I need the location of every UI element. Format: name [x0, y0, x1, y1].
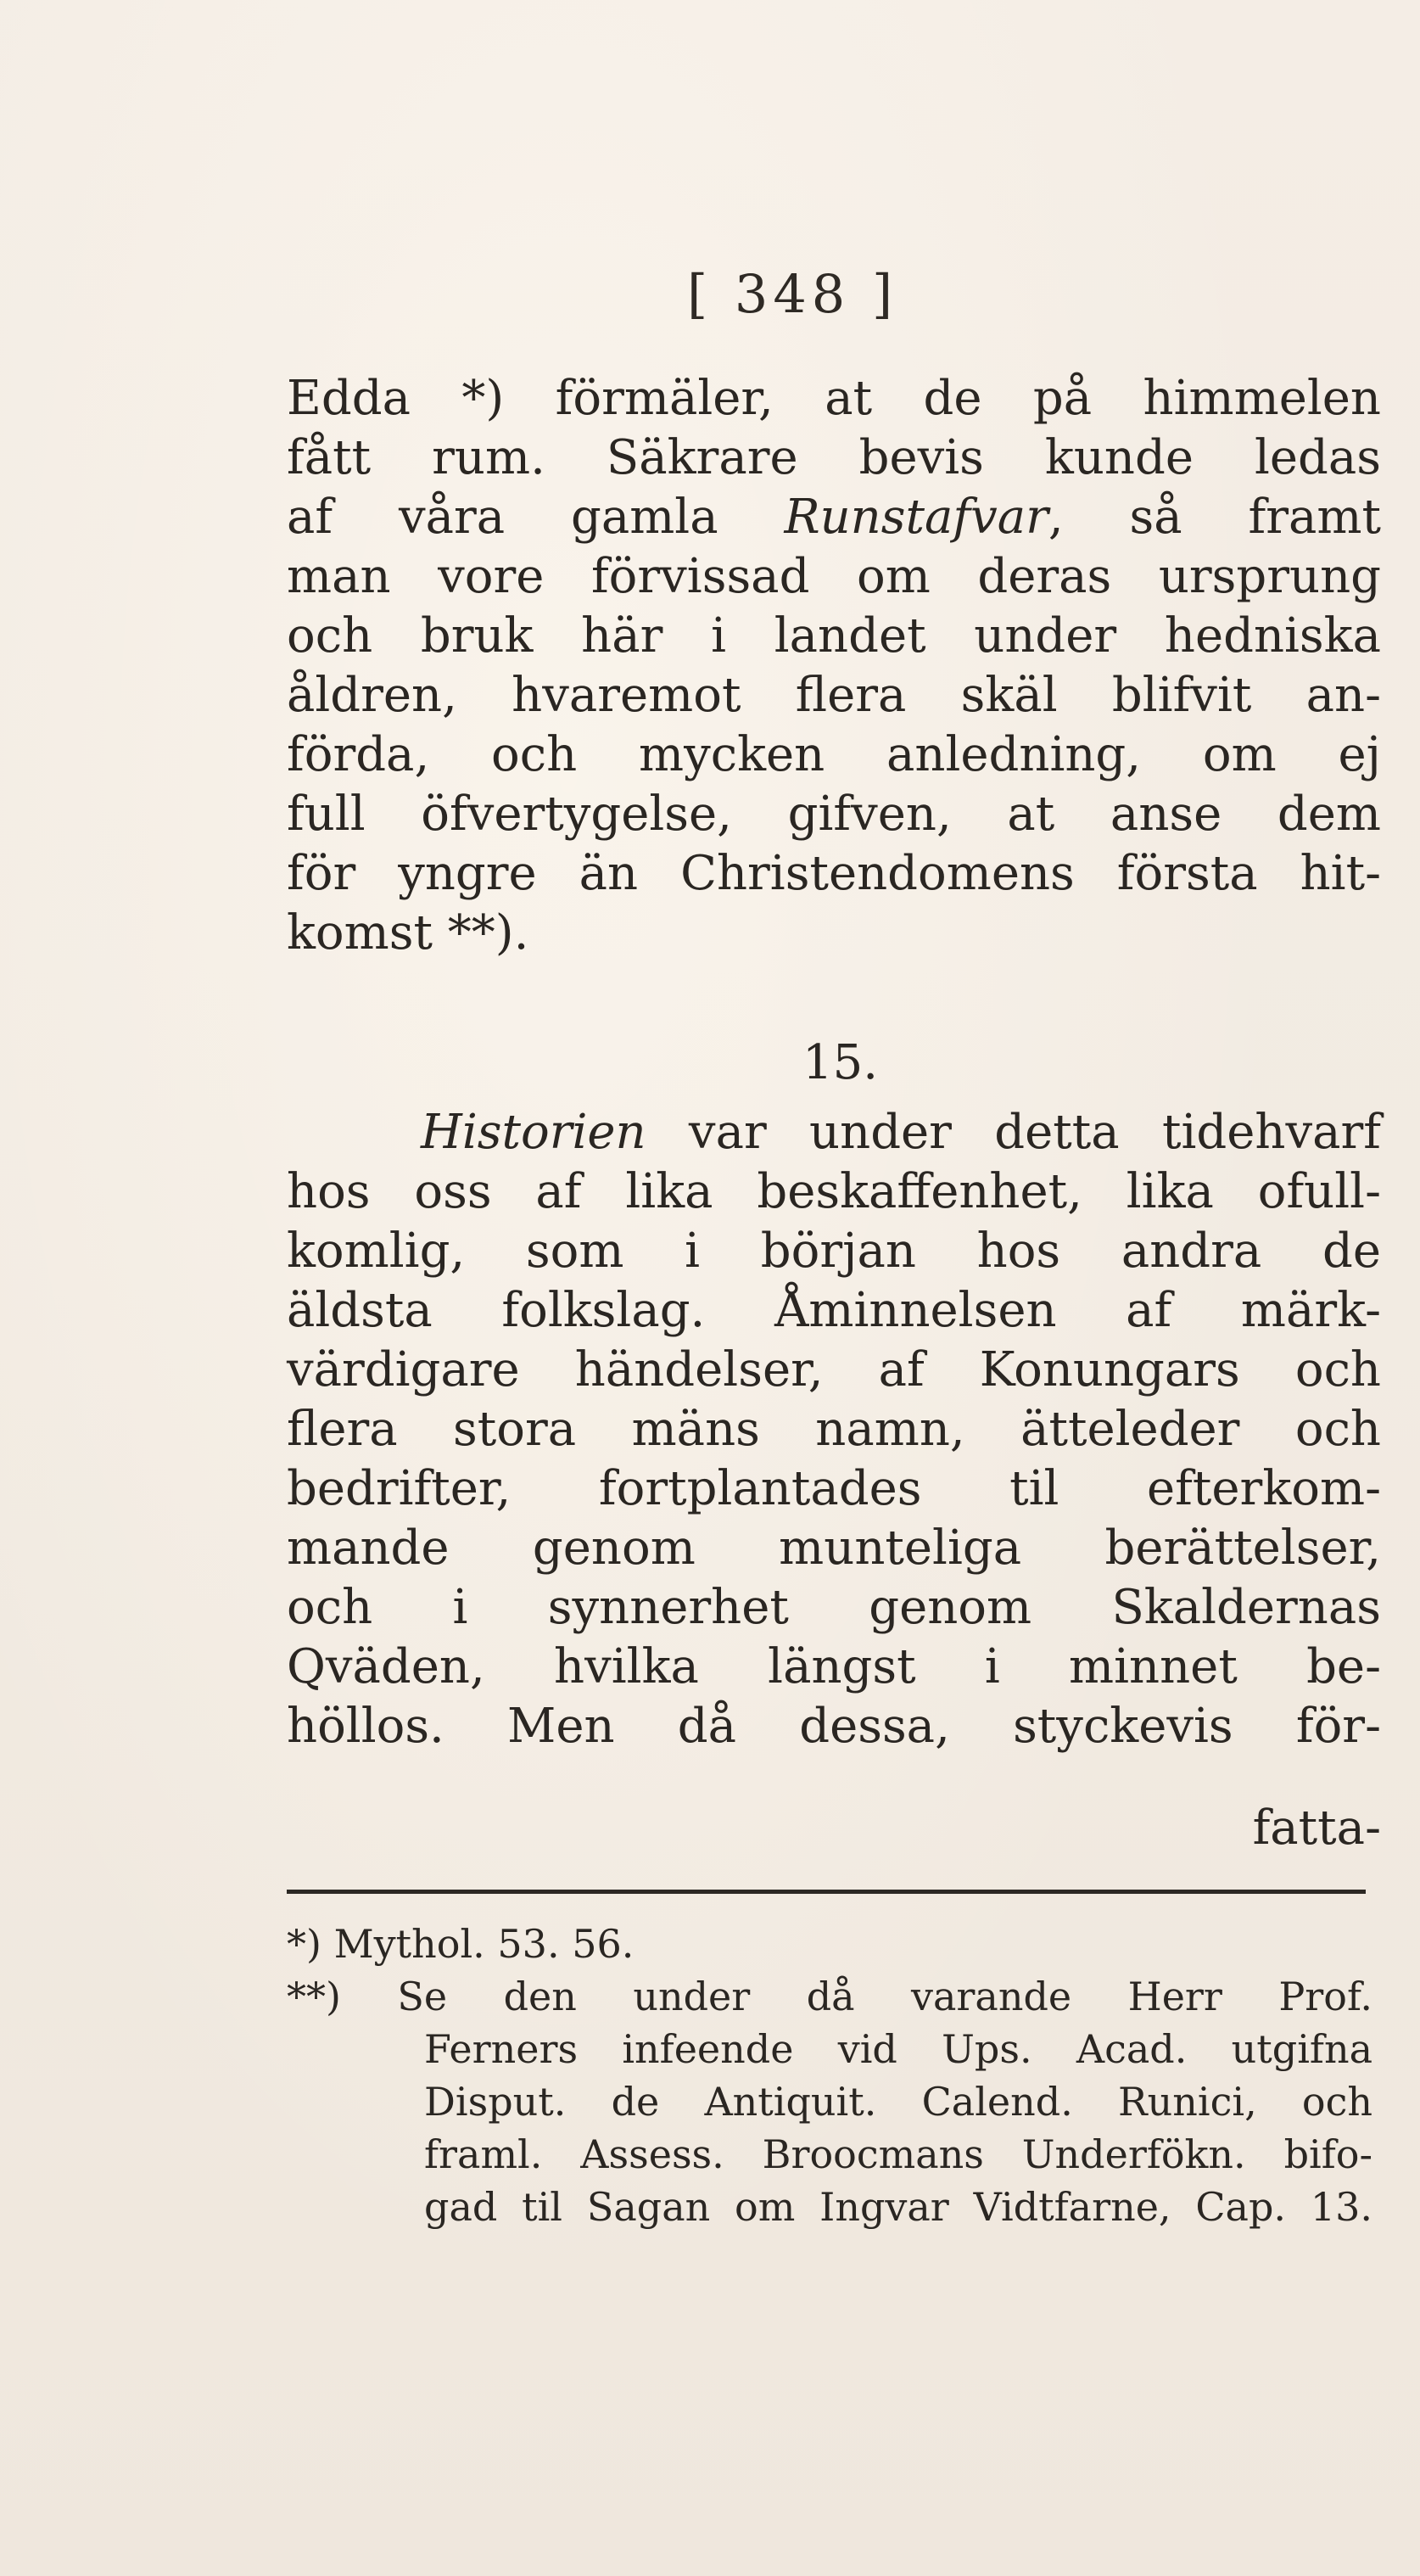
- body-line-10: komst **).: [287, 905, 529, 960]
- footnote-2-line-2: Ferners infeende vid Ups. Acad. utgifna: [424, 2026, 1372, 2072]
- body-line-3: af våra gamla Runstafvar, så framt: [287, 490, 1382, 545]
- body-line-2: fått rum. Säkrare bevis kunde ledas: [287, 430, 1381, 485]
- section-line-4: äldsta folkslag. Åminnelsen af märk-: [287, 1283, 1381, 1338]
- footnote-2-line-5: gad til Sagan om Ingvar Vidtfarne, Cap. 13.: [424, 2184, 1372, 2230]
- body-line-6: åldren, hvaremot flera skäl blifvit an-: [287, 668, 1381, 723]
- body-line-4: man vore förvissad om deras ursprung: [287, 549, 1381, 604]
- catchword: fatta-: [1252, 1800, 1381, 1856]
- section-line-2: hos oss af lika beskaffenhet, lika ofull-: [287, 1164, 1381, 1219]
- section-line-6: flera stora mäns namn, ätteleder och: [287, 1402, 1381, 1457]
- section-line-11: höllos. Men då dessa, styckevis för-: [287, 1699, 1381, 1754]
- body-line-7: förda, och mycken anledning, om ej: [287, 727, 1381, 782]
- italic-word: Runstafvar: [784, 490, 1048, 545]
- page-number: [ 348 ]: [687, 263, 898, 325]
- section-line-7: bedrifter, fortplantades til efterkom-: [287, 1461, 1381, 1516]
- section-line-5: värdigare händelser, af Konungars och: [287, 1342, 1381, 1397]
- body-line-8: full öfvertygelse, gifven, at anse dem: [287, 787, 1381, 842]
- body-line-9: för yngre än Christendomens första hit-: [287, 846, 1381, 901]
- section-line-9: och i synnerhet genom Skaldernas: [287, 1580, 1381, 1635]
- footnote-2-line-3: Disput. de Antiquit. Calend. Runici, och: [424, 2079, 1372, 2125]
- section-line-1: Historien var under detta tidehvarf: [421, 1105, 1381, 1160]
- section-number: 15.: [802, 1035, 879, 1090]
- footnote-1: *) Mythol. 53. 56.: [287, 1921, 635, 1967]
- section-line-8: mande genom munteliga berättelser,: [287, 1520, 1381, 1576]
- section-line-10: Qväden, hvilka längst i minnet be-: [287, 1639, 1381, 1694]
- footnote-rule: [287, 1890, 1366, 1894]
- body-line-5: och bruk här i landet under hedniska: [287, 608, 1381, 664]
- body-line-1: Edda *) förmäler, at de på himmelen: [287, 371, 1381, 426]
- footnote-2-line-4: framl. Assess. Broocmans Underfökn. bifo-: [424, 2131, 1372, 2177]
- section-line-3: komlig, som i början hos andra de: [287, 1224, 1381, 1279]
- italic-word: Historien: [421, 1105, 646, 1160]
- footnote-2-line-1: **) Se den under då varande Herr Prof.: [287, 1974, 1372, 2019]
